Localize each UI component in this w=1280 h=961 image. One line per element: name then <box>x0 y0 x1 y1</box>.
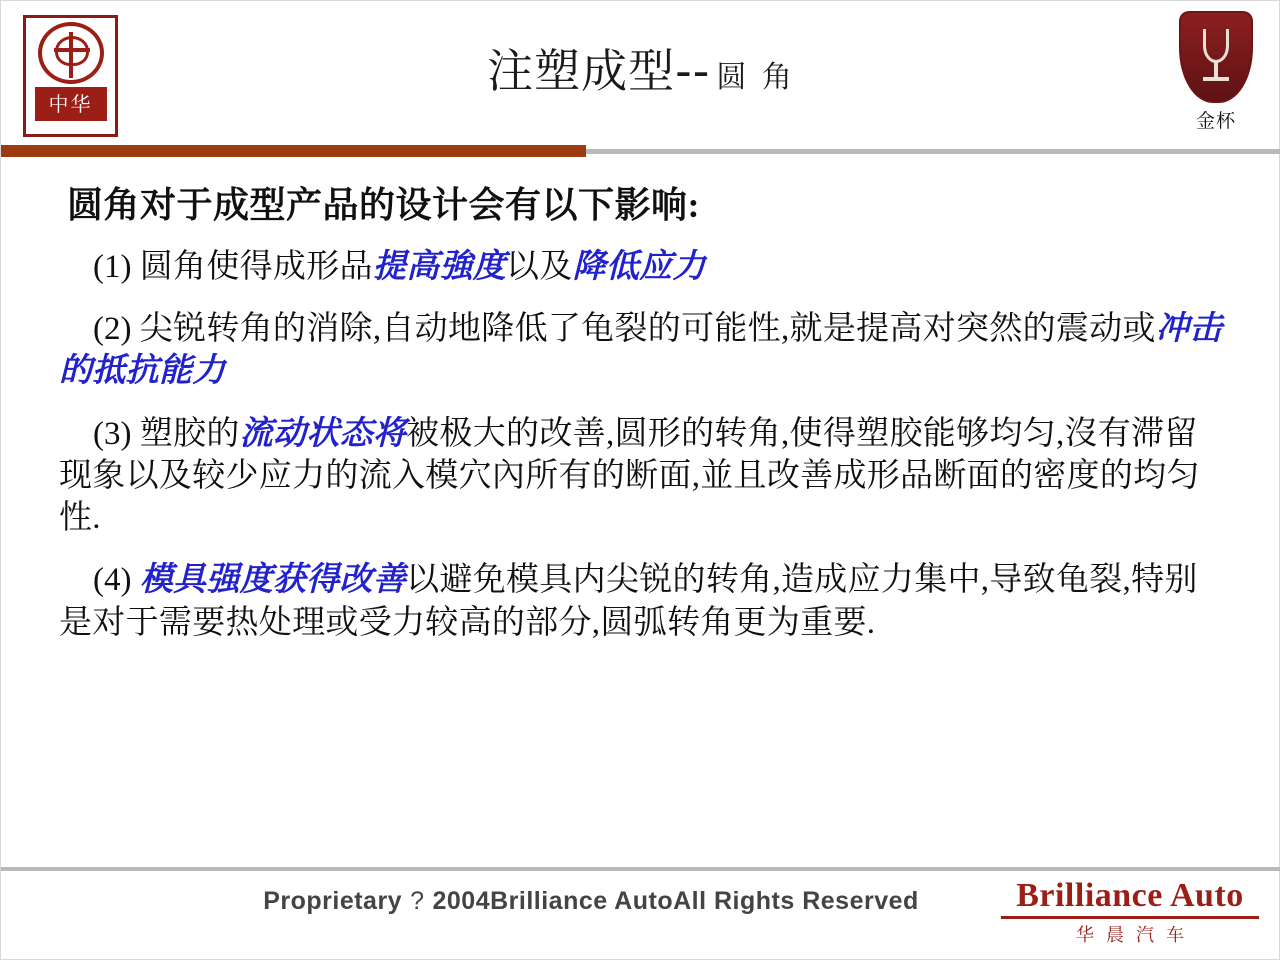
footer-proprietary: Proprietary <box>263 887 403 915</box>
slide-body <box>1 171 1280 861</box>
brilliance-auto-logo <box>995 877 1265 947</box>
slide-footer <box>1 871 1280 961</box>
paragraph-number: (2) <box>93 311 140 348</box>
paragraph-text: 圆角使得成形品 <box>139 249 373 285</box>
paragraph-text: 以及 <box>506 249 573 285</box>
page-title-sub: 圆 角 <box>716 60 795 95</box>
emphasized-text: 降低应力 <box>572 249 706 285</box>
brand-rule <box>1001 916 1259 919</box>
paragraph-text: 塑胶的 <box>139 415 240 452</box>
page-title <box>1 35 1280 101</box>
emphasized-text: 流动状态将 <box>239 415 407 452</box>
paragraph-number: (3) <box>93 415 140 452</box>
paragraph-text: 以避免模具内尖锐的转角,造成应力集中,导致龟裂,特别是对于需要热处理或受力较高的部分,圆弧转角更为重要. <box>59 562 1198 641</box>
page-title-main: 注塑成型-- <box>487 44 711 98</box>
zhonghua-logo-label: 中华 <box>35 87 107 121</box>
paragraph-text: 被极大的改善,圆形的转角,使得塑胶能够均匀,沒有滞留现象以及较少应力的流入模穴內所有的断面,並且改善成形品断面的密度的均匀性. <box>59 415 1200 537</box>
jinbei-logo-label: 金杯 <box>1195 110 1236 132</box>
shield-icon <box>1179 11 1253 103</box>
body-paragraph <box>59 308 1223 392</box>
brand-name-cn: 华晨汽车 <box>1076 925 1196 946</box>
body-paragraph <box>59 413 1223 540</box>
brand-name-en: Brilliance Auto <box>1016 877 1244 914</box>
header-divider-light <box>586 149 1280 154</box>
footer-separator: ? <box>410 887 425 915</box>
paragraph-text: 尖锐转角的消除,自动地降低了龟裂的可能性,就是提高对突然的震动或 <box>139 311 1156 348</box>
body-items <box>59 246 1223 644</box>
jinbei-logo <box>1173 11 1259 139</box>
paragraph-number: (4) <box>93 562 140 599</box>
emphasized-text: 提高強度 <box>372 249 507 285</box>
header-divider-accent <box>1 145 586 157</box>
body-paragraph <box>59 246 1223 288</box>
body-lead: 圆角对于成型产品的设计会有以下影响: <box>67 185 700 225</box>
emphasized-text: 模具强度获得改善 <box>139 562 407 599</box>
body-paragraph <box>59 559 1223 643</box>
footer-rights: All Rights Reserved <box>673 887 919 915</box>
header-divider <box>1 145 1280 157</box>
emphasized-text: 冲击的抵抗能力 <box>59 311 1223 390</box>
slide-header <box>1 1 1280 149</box>
footer-year-company: 2004Brilliance Auto <box>432 887 674 915</box>
paragraph-number: (1) <box>93 249 140 285</box>
